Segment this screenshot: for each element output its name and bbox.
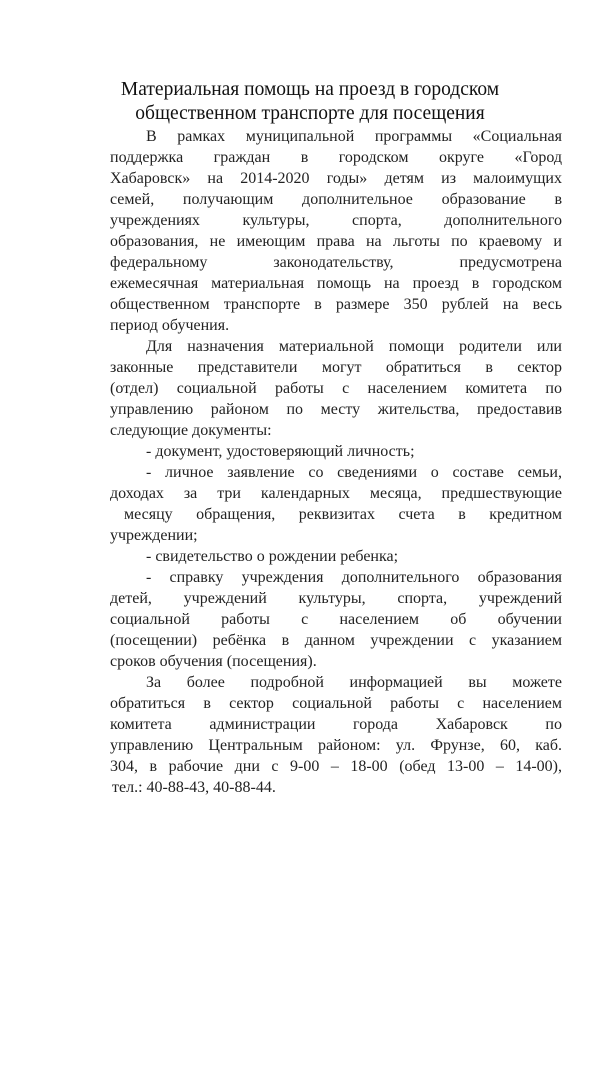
paragraph-line: тел.: 40-88-43, 40-88-44.: [112, 779, 276, 796]
list-item-line: сроков обучения (посещения).: [110, 653, 317, 670]
list-item-line: - документ, удостоверяющий личность;: [146, 443, 415, 460]
paragraph-line: В рамках муниципальной программы «Социальная: [146, 128, 562, 145]
paragraph-line: образования, не имеющим права на льготы по краевому и: [110, 233, 562, 250]
list-item-line: доходах за три календарных месяца, предшествующие: [110, 485, 562, 502]
paragraph-line: учреждениях культуры, спорта, дополнительного: [110, 212, 562, 229]
paragraph-line: семей, получающим дополнительное образование в: [110, 191, 562, 208]
list-item-line: - свидетельство о рождении ребенка;: [146, 548, 399, 565]
paragraph-line: ежемесячная материальная помощь на проезд в городском: [110, 275, 562, 292]
list-item-line: - справку учреждения дополнительного образования: [146, 569, 562, 586]
paragraph-line: управлению Центральным районом: ул. Фрунзе, 60, каб.: [110, 737, 562, 754]
paragraph-line: период обучения.: [110, 317, 230, 334]
paragraph-line: следующие документы:: [110, 422, 272, 439]
list-item-line: (посещении) ребёнка в данном учреждении с указанием: [110, 632, 562, 649]
paragraph-line: федеральному законодательству, предусмотрена: [110, 254, 562, 271]
title-line: Материальная помощь на проезд в городском: [120, 79, 500, 100]
paragraph-line: управлению районом по месту жительства, предоставив: [110, 401, 562, 418]
paragraph-line: комитета администрации города Хабаровск по: [110, 716, 562, 733]
document-title: [100, 78, 520, 126]
paragraph-line: поддержка граждан в городском округе «Город: [110, 149, 562, 166]
paragraph-line: 304, в рабочие дни с 9-00 – 18-00 (обед 13-00 – 14-00),: [110, 758, 562, 775]
paragraph-line: обратиться в сектор социальной работы с населением: [110, 695, 562, 712]
paragraph-line: законные представители могут обратиться в сектор: [110, 359, 562, 376]
title-line: общественном транспорте для посещения: [135, 103, 485, 124]
paragraph-line: Хабаровск» на 2014-2020 годы» детям из малоимущих: [110, 170, 562, 187]
list-item-line: - личное заявление со сведениями о составе семьи,: [146, 464, 562, 481]
list-item-line: месяцу обращения, реквизитах счета в кредитном: [124, 506, 562, 523]
list-item-line: социальной работы с населением об обучении: [110, 611, 562, 628]
paragraph-line: За более подробной информацией вы можете: [146, 674, 562, 691]
paragraph-line: Для назначения материальной помощи родители или: [146, 338, 562, 355]
document-body: [110, 126, 562, 798]
list-item-line: учреждении;: [110, 527, 198, 544]
paragraph-line: общественном транспорте в размере 350 рублей на весь: [110, 296, 562, 313]
paragraph-line: (отдел) социальной работы с населением комитета по: [110, 380, 562, 397]
list-item-line: детей, учреждений культуры, спорта, учреждений: [110, 590, 562, 607]
